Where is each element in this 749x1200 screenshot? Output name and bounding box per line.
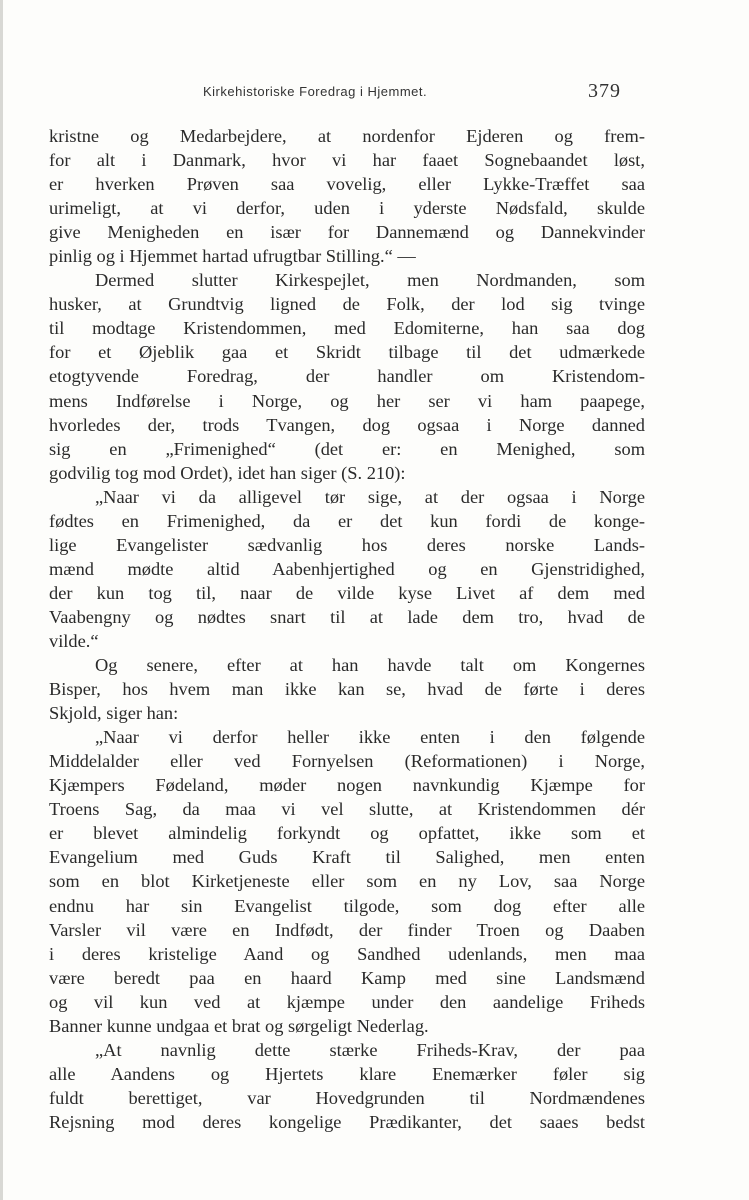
text-line: der kun tog til, naar de vilde kyse Livet af dem med: [49, 582, 645, 603]
text-line: Rejsning mod deres kongelige Prædikanter, det saaes bedst: [49, 1111, 645, 1132]
text-line: Vaabengny og nødtes snart til at lade dem tro, hvad de: [49, 606, 645, 627]
text-line: er hverken Prøven saa vovelig, eller Lykke-Træffet saa: [49, 174, 645, 195]
text-line: etogtyvende Foredrag, der handler om Kristendom-: [49, 366, 645, 387]
text-line: er blevet almindelig forkyndt og opfattet, ikke som et: [49, 823, 645, 844]
text-line: Troens Sag, da maa vi vel slutte, at Kristendommen dér: [49, 799, 645, 820]
running-header: Kirkehistoriske Foredrag i Hjemmet.: [203, 84, 428, 99]
text-line: og vil kun ved at kjæmpe under den aandelige Friheds: [49, 991, 645, 1012]
text-line: pinlig og i Hjemmet hartad ufrugtbar Stilling.“ —: [49, 246, 416, 267]
text-line: alle Aandens og Hjertets klare Enemærker føler sig: [49, 1063, 645, 1084]
text-line: Bisper, hos hvem man ikke kan se, hvad de førte i deres: [49, 679, 645, 700]
text-line: Og senere, efter at han havde talt om Kongernes: [95, 655, 645, 676]
text-line: i deres kristelige Aand og Sandhed udenlands, men maa: [49, 943, 645, 964]
text-line: godvilig tog mod Ordet), idet han siger (S. 210):: [49, 462, 406, 483]
text-line: kristne og Medarbejdere, at nordenfor Ejderen og frem-: [49, 126, 645, 146]
text-line: „Naar vi derfor heller ikke enten i den følgende: [95, 727, 645, 748]
text-line: Skjold, siger han:: [49, 703, 179, 724]
text-line: mænd mødte altid Aabenhjertighed og en Gjenstridighed,: [49, 558, 645, 579]
text-line: Middelalder eller ved Fornyelsen (Reformationen) i Norge,: [49, 751, 645, 772]
text-line: Kjæmpers Fødeland, møder nogen navnkundig Kjæmpe for: [49, 775, 645, 796]
body-text: [49, 124, 645, 1134]
text-line: vilde.“: [49, 630, 99, 651]
text-line: „At navnlig dette stærke Friheds-Krav, der paa: [95, 1039, 645, 1060]
text-line: urimeligt, at vi derfor, uden i yderste Nødsfald, skulde: [49, 198, 645, 219]
text-line: „Naar vi da alligevel tør sige, at der ogsaa i Norge: [95, 486, 645, 507]
page-number: 379: [588, 80, 621, 102]
text-line: sig en „Frimenighed“ (det er: en Menighed, som: [49, 438, 645, 459]
text-line: fuldt berettiget, var Hovedgrunden til Nordmændenes: [49, 1087, 645, 1108]
text-line: mens Indførelse i Norge, og her ser vi ham paapege,: [49, 390, 645, 411]
text-line: være beredt paa en haard Kamp med sine Landsmænd: [49, 967, 645, 988]
text-line: Banner kunne undgaa et brat og sørgeligt Nederlag.: [49, 1015, 429, 1036]
text-line: fødtes en Frimenighed, da er det kun fordi de konge-: [49, 510, 645, 531]
text-line: til modtage Kristendommen, med Edomiterne, han saa dog: [49, 318, 645, 339]
page-edge: [0, 0, 3, 1200]
text-line: hvorledes der, trods Tvangen, dog ogsaa i Norge danned: [49, 414, 645, 435]
text-line: for alt i Danmark, hvor vi har faaet Sognebaandet løst,: [49, 150, 645, 171]
text-line: som en blot Kirketjeneste eller som en ny Lov, saa Norge: [49, 871, 645, 892]
text-line: Evangelium med Guds Kraft til Salighed, men enten: [49, 847, 645, 868]
text-line: husker, at Grundtvig ligned de Folk, der lod sig tvinge: [49, 294, 645, 315]
text-line: Dermed slutter Kirkespejlet, men Nordmanden, som: [95, 270, 645, 291]
text-line: for et Øjeblik gaa et Skridt tilbage til det udmærkede: [49, 342, 645, 363]
text-line: Varsler vil være en Indfødt, der finder Troen og Daaben: [49, 919, 645, 940]
text-line: endnu har sin Evangelist tilgode, som dog efter alle: [49, 895, 645, 916]
text-line: give Menigheden en især for Dannemænd og Dannekvinder: [49, 222, 645, 243]
text-line: lige Evangelister sædvanlig hos deres norske Lands-: [49, 534, 645, 555]
